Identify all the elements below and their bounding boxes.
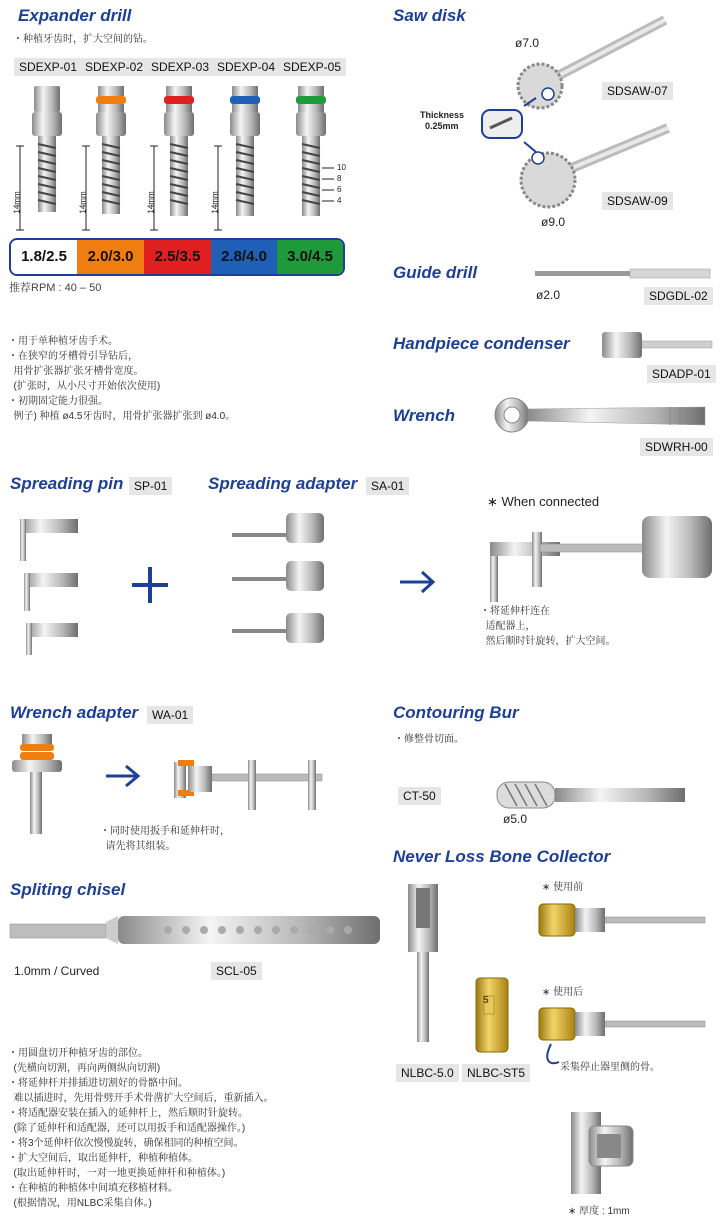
expander-codes bbox=[14, 58, 344, 74]
rpm-text: 推荐RPM : 40 – 50 bbox=[9, 282, 102, 294]
collector-cap-label: 5 bbox=[483, 995, 489, 1006]
chisel-notes: ・用圆盘切开种植牙齿的部位。 (先横向切割，再向两侧纵向切割) ・将延伸杆并排插进切割好的骨骼中间。 难以插进时，先用骨劈开手术骨凿扩大空间后，重新插入。 ・将适配器安装在插入的延伸杆上，然后顺时针旋转。 (除了延伸杆和适配器，还可以用扳手和适配器操作。) ・将3个延伸杆依次慢慢旋转，确保相同的种植空间。 ・扩大空间后，取出延伸杆，种植种植体。 (取出延伸杆时，一对一地更换延伸杆和种植体。) ・在种植的种植体中间填充移植材料。 (根据情况，用NLBC采集自体。) bbox=[8, 1048, 274, 1209]
spreading-adapter-2 bbox=[232, 561, 324, 591]
code-sdadp-01: SDADP-01 bbox=[647, 365, 716, 383]
drill-5 bbox=[296, 86, 326, 216]
condenser-image bbox=[602, 330, 717, 362]
code-sdexp-04: SDEXP-04 bbox=[212, 58, 280, 76]
saw-title: Saw disk bbox=[393, 6, 466, 25]
connected-note: ・将延伸杆连在 适配器上， 然后顺时针旋转，扩大空间。 bbox=[480, 606, 616, 647]
expander-notes: ・用于单种植牙齿手术。 ・在狭窄的牙槽骨引导钻后， 用骨扩张器扩张牙槽骨宽度。 (扩张时，从小尺寸开始依次使用) ・初期固定能力很强。 例子) 种植 ø4.5牙齿时，用骨扩张器扩张到 ø4.0。 bbox=[8, 336, 236, 422]
saw-d1: ø7.0 bbox=[515, 36, 540, 50]
spreading-pin-2 bbox=[24, 573, 78, 611]
guide-title: Guide drill bbox=[393, 263, 478, 282]
plus-icon bbox=[132, 567, 168, 603]
depth-mark-10: 10 bbox=[337, 163, 346, 172]
spreading-pins-adapters-image bbox=[10, 505, 340, 665]
code-sdgdl-02: SDGDL-02 bbox=[644, 287, 713, 305]
collector-after-note: 采集停止器里侧的骨。 bbox=[560, 1062, 660, 1073]
size-bar bbox=[9, 238, 345, 276]
thickness-label: Thickness bbox=[420, 110, 465, 120]
collector-thickness: ∗ 厚度 : 1mm bbox=[568, 1206, 630, 1217]
spreading-pin-3 bbox=[26, 623, 78, 655]
size-3: 2.5/3.5 bbox=[144, 240, 211, 274]
length-label-4: 14mm bbox=[210, 191, 220, 214]
saw-disk-images bbox=[420, 0, 720, 230]
chisel-image bbox=[8, 910, 383, 950]
drill-1 bbox=[32, 86, 62, 212]
collector-title: Never Loss Bone Collector bbox=[393, 847, 611, 866]
expander-drill-images bbox=[0, 80, 350, 240]
size-2: 2.0/3.0 bbox=[77, 240, 144, 274]
depth-mark-6: 6 bbox=[337, 185, 342, 194]
expander-desc: ・种植牙齿时，扩大空间的钻。 bbox=[13, 34, 153, 45]
code-sa-01: SA-01 bbox=[366, 477, 409, 495]
wrench-adapter-title: Wrench adapter bbox=[10, 703, 139, 722]
code-sp-01: SP-01 bbox=[129, 477, 172, 495]
code-sdexp-02: SDEXP-02 bbox=[80, 58, 148, 76]
code-scl-05: SCL-05 bbox=[211, 962, 262, 980]
length-label-2: 14mm bbox=[78, 191, 88, 214]
collector-images bbox=[398, 878, 528, 1058]
collector-after-image bbox=[535, 1000, 715, 1068]
spreading-pin-title: Spreading pin bbox=[10, 474, 124, 493]
length-label-3: 14mm bbox=[146, 191, 156, 214]
chisel-title: Spliting chisel bbox=[10, 880, 126, 899]
contouring-desc: ・修整骨切面。 bbox=[394, 734, 464, 745]
code-sdexp-05: SDEXP-05 bbox=[278, 58, 346, 76]
code-wa-01: WA-01 bbox=[147, 706, 193, 724]
code-sdsaw-09: SDSAW-09 bbox=[602, 192, 673, 210]
size-5: 3.0/4.5 bbox=[277, 240, 343, 274]
code-sdsaw-07: SDSAW-07 bbox=[602, 82, 673, 100]
drill-3 bbox=[164, 86, 194, 216]
code-sdexp-01: SDEXP-01 bbox=[14, 58, 82, 76]
thickness-value: 0.25mm bbox=[425, 121, 459, 131]
code-ct-50: CT-50 bbox=[398, 787, 441, 805]
size-4: 2.8/4.0 bbox=[211, 240, 277, 274]
wrench-image bbox=[490, 395, 715, 435]
condenser-title: Handpiece condenser bbox=[393, 334, 570, 353]
drill-4 bbox=[230, 86, 260, 216]
connected-image bbox=[480, 512, 715, 607]
saw-d2: ø9.0 bbox=[541, 215, 566, 229]
chisel-spec: 1.0mm / Curved bbox=[14, 964, 100, 978]
code-sdexp-03: SDEXP-03 bbox=[146, 58, 214, 76]
contouring-title: Contouring Bur bbox=[393, 703, 519, 722]
connected-label: ∗ When connected bbox=[487, 494, 600, 509]
arrow-right-icon-2 bbox=[106, 766, 138, 786]
contouring-d: ø5.0 bbox=[503, 812, 528, 826]
collector-after-label: ∗ 使用后 bbox=[542, 987, 584, 998]
guide-d: ø2.0 bbox=[536, 288, 561, 302]
wrench-adapter-note: ・同时使用扳手和延伸杆时， 请先将其组装。 bbox=[100, 826, 230, 852]
spreading-pin-1 bbox=[20, 519, 78, 561]
expander-title: Expander drill bbox=[18, 6, 132, 25]
collector-before-label: ∗ 使用前 bbox=[542, 882, 584, 893]
code-sdwrh-00: SDWRH-00 bbox=[640, 438, 713, 456]
size-1: 1.8/2.5 bbox=[11, 240, 77, 274]
spreading-adapter-3 bbox=[232, 613, 324, 643]
length-label-1: 14mm bbox=[12, 191, 22, 214]
contouring-bur-image bbox=[495, 778, 695, 814]
code-nlbc-st5: NLBC-ST5 bbox=[462, 1064, 530, 1082]
arrow-right-icon bbox=[398, 570, 438, 594]
collector-thickness-image bbox=[565, 1108, 640, 1198]
spreading-adapter-title: Spreading adapter bbox=[208, 474, 358, 493]
code-nlbc-5-0: NLBC-5.0 bbox=[396, 1064, 459, 1082]
spreading-adapter-1 bbox=[232, 513, 324, 543]
guide-drill-image bbox=[535, 265, 715, 285]
depth-mark-8: 8 bbox=[337, 174, 342, 183]
wrench-title: Wrench bbox=[393, 406, 456, 425]
depth-mark-4: 4 bbox=[337, 196, 342, 205]
drill-2 bbox=[96, 86, 126, 214]
collector-before-image bbox=[535, 896, 715, 946]
